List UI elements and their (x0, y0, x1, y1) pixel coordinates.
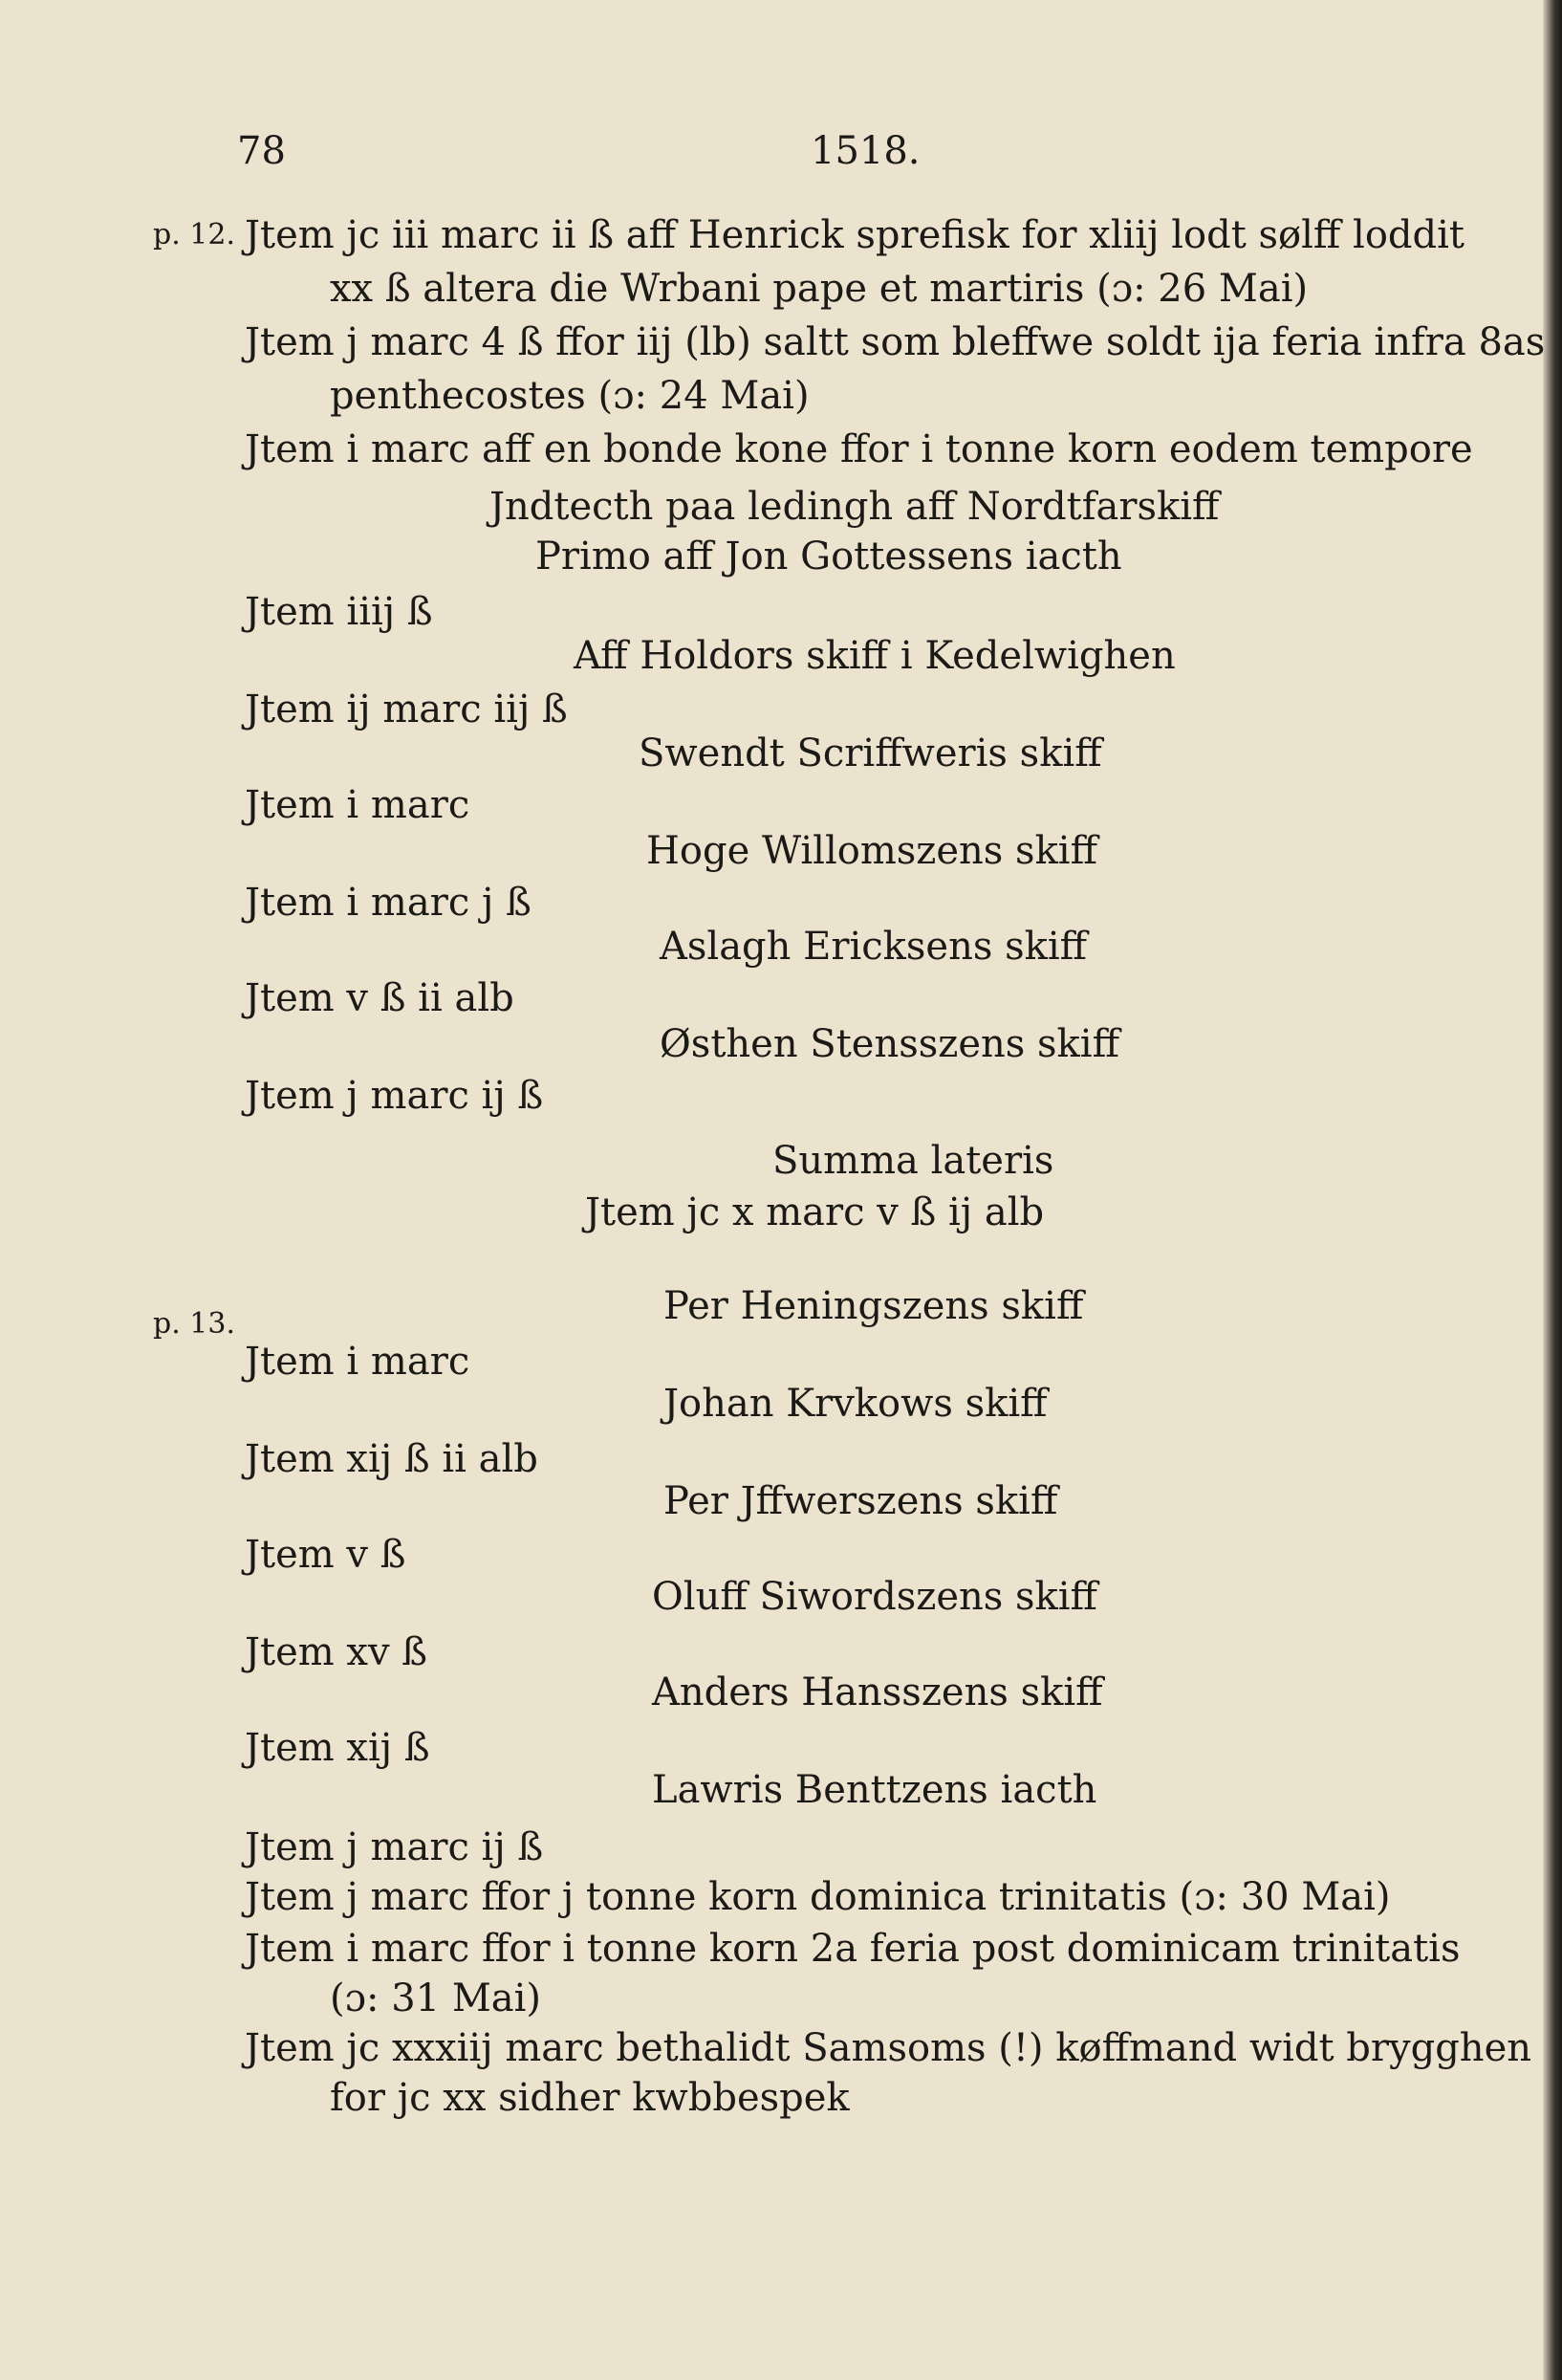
entry-line: penthecostes (ɔ: 24 Mai) (330, 374, 810, 418)
payment-line: Jtem ij marc iij ß (245, 688, 568, 731)
payment-line: Jtem xv ß (245, 1630, 428, 1674)
entry-line: (ɔ: 31 Mai) (330, 1976, 542, 2020)
section-subheading: Primo aff Jon Gottessens iacth (535, 535, 1122, 579)
payment-line: Jtem j marc ij ß (245, 1825, 544, 1869)
ship-line: Oluff Siwordszens skiff (652, 1575, 1097, 1619)
payment-line: Jtem v ß (245, 1533, 406, 1577)
payment-line: Jtem v ß ii alb (245, 976, 514, 1020)
ship-line: Per Heningszens skiff (663, 1284, 1084, 1328)
ship-line: Aslagh Ericksens skiff (660, 925, 1088, 969)
entry-line: for jc xx sidher kwbbespek (330, 2076, 850, 2120)
payment-line: Jtem j marc ij ß (245, 1074, 544, 1118)
ship-line: Aff Holdors skiff i Kedelwighen (574, 634, 1176, 678)
ship-line: Hoge Willomszens skiff (646, 829, 1098, 873)
entry-line: Jtem j marc ffor j tonne korn dominica trinitatis (ɔ: 30 Mai) (245, 1875, 1391, 1919)
section-heading: Jndtecth paa ledingh aff Nordtfarskiff (489, 485, 1220, 529)
ship-line: Per Jffwerszens skiff (663, 1479, 1058, 1523)
page-year: 1518. (811, 129, 921, 173)
ship-line: Anders Hansszens skiff (652, 1670, 1103, 1714)
margin-ref-p12: p. 12. (153, 218, 235, 251)
payment-line: Jtem i marc (245, 1340, 470, 1384)
ship-line: Swendt Scriffweris skiff (639, 731, 1102, 775)
payment-line: Jtem xij ß ii alb (245, 1437, 538, 1481)
entry-line: Jtem jc xxxiij marc bethalidt Samsoms (!) køffmand widt brygghen (245, 2026, 1531, 2070)
margin-ref-p13: p. 13. (153, 1307, 235, 1341)
entry-line: Jtem jc iii marc ii ß aff Henrick sprefisk for xliij lodt sølff loddit (245, 213, 1464, 257)
ship-line: Østhen Stensszens skiff (660, 1022, 1119, 1066)
payment-line: Jtem xij ß (245, 1726, 430, 1770)
summa-amount: Jtem jc x marc v ß ij alb (585, 1190, 1045, 1234)
summa-title: Summa lateris (772, 1139, 1054, 1183)
payment-line: Jtem iiij ß (245, 590, 433, 634)
entry-line: xx ß altera die Wrbani pape et martiris (ɔ: 26 Mai) (330, 267, 1309, 311)
payment-line: Jtem i marc (245, 783, 470, 827)
entry-line: Jtem i marc ffor i tonne korn 2a feria post dominicam trinitatis (245, 1927, 1461, 1971)
ship-line: Johan Krvkows skiff (663, 1382, 1048, 1426)
page-edge (1543, 0, 1562, 2380)
ship-line: Lawris Benttzens iacth (652, 1768, 1097, 1812)
payment-line: Jtem i marc j ß (245, 881, 532, 925)
entry-line: Jtem i marc aff en bonde kone ffor i tonne korn eodem tempore (245, 427, 1473, 471)
entry-line: Jtem j marc 4 ß ffor iij (lb) saltt som bleffwe soldt ija feria infra 8as (245, 320, 1546, 364)
page-number: 78 (237, 129, 286, 173)
